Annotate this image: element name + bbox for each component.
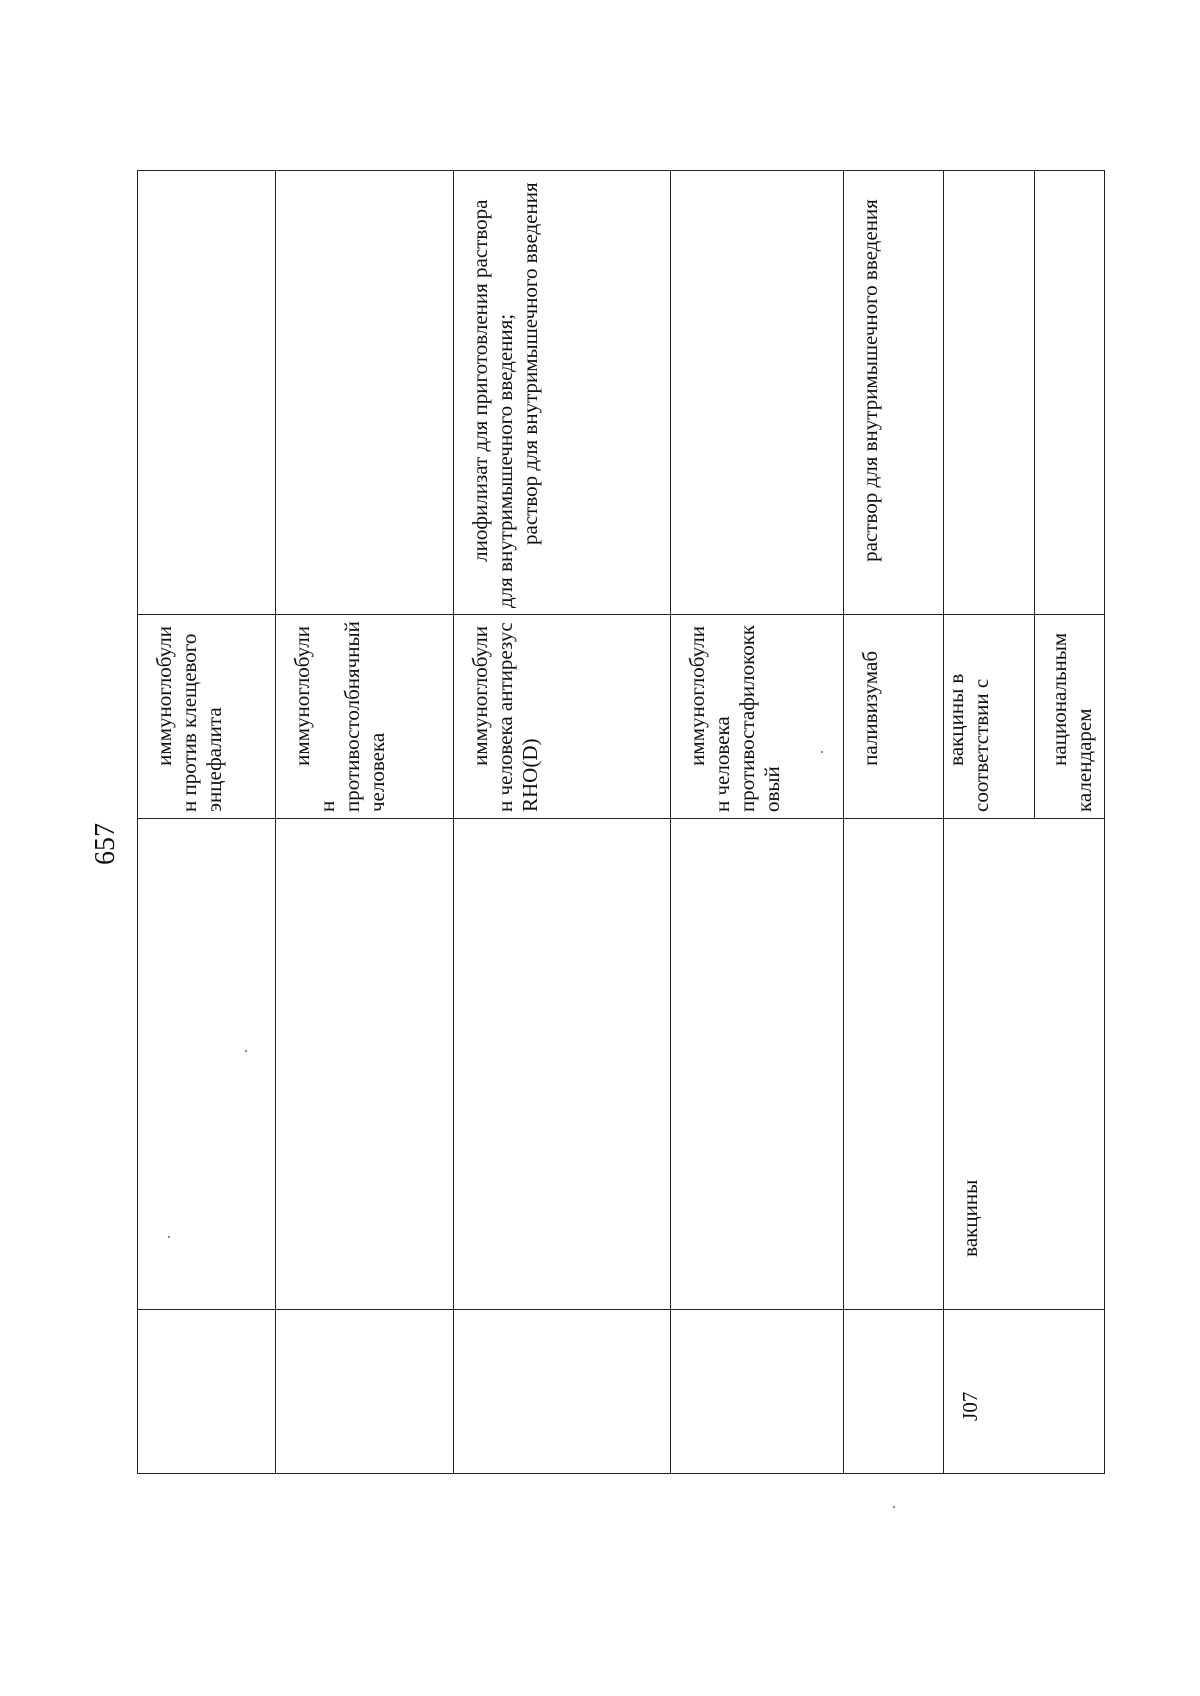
table-row <box>275 171 453 1474</box>
drug-name-cell <box>453 615 670 819</box>
dosage-form-line: раствор для внутримышечного введения <box>857 199 882 562</box>
drug-name-cell <box>275 615 453 819</box>
drug-name: иммуноглобулин противостолбнячный человека <box>289 621 390 812</box>
table-row <box>943 171 1104 1474</box>
dosage-form-cell <box>275 171 453 615</box>
drug-name-cell <box>843 615 943 819</box>
scan-speck <box>245 1050 247 1052</box>
table-row <box>670 171 843 1474</box>
dosage-form-line: раствор для внутримышечного введения <box>518 182 543 545</box>
drug-name-cell <box>138 615 276 819</box>
group-cell <box>138 819 276 1310</box>
page-number: 657 <box>90 823 121 865</box>
drug-name: паливизумаб <box>857 650 882 766</box>
vaccine-subtable <box>944 615 1104 818</box>
scan-speck <box>168 1236 170 1238</box>
vaccine-name-bottom <box>1034 615 1104 818</box>
drug-name-cell <box>670 615 843 819</box>
atc-code: J07 <box>957 1391 982 1421</box>
vaccine-form-top <box>944 171 1035 614</box>
dosage-form-cell <box>138 171 276 615</box>
dosage-form-cell <box>843 171 943 615</box>
dosage-form-line: лиофилизат для приготовления раствора для внутримышечного введения; <box>467 199 518 608</box>
group-name: вакцины <box>957 1179 982 1257</box>
medication-table <box>137 170 1105 1474</box>
table-row <box>138 171 276 1474</box>
vaccine-name-top <box>944 615 1035 818</box>
dosage-form-cell <box>670 171 843 615</box>
dosage-form-cell <box>453 171 670 615</box>
group-cell <box>453 819 670 1310</box>
group-cell <box>670 819 843 1310</box>
atc-code-cell <box>138 1310 276 1474</box>
vaccine-form-subtable <box>944 171 1104 614</box>
table-row <box>843 171 943 1474</box>
atc-code-cell <box>453 1310 670 1474</box>
drug-name: иммуноглобулин против клещевого энцефалита <box>152 626 227 812</box>
atc-code-cell <box>670 1310 843 1474</box>
atc-code-cell <box>943 1310 1104 1474</box>
scan-speck <box>893 1506 895 1508</box>
table-row <box>453 171 670 1474</box>
scan-speck <box>821 751 823 753</box>
vaccine-name-bottom-text: национальным календарем <box>1046 632 1097 812</box>
group-cell <box>943 819 1104 1310</box>
group-cell <box>843 819 943 1310</box>
vaccine-form-bottom <box>1034 171 1104 614</box>
drug-name: иммуноглобулин человека антирезус RHO(D) <box>467 622 543 812</box>
drug-name: иммуноглобулин человека противостафилококковый <box>684 624 785 812</box>
vaccine-name-top-text: вакцины в соответствии с <box>943 673 994 812</box>
drug-name-cell <box>943 615 1104 819</box>
group-cell <box>275 819 453 1310</box>
atc-code-cell <box>843 1310 943 1474</box>
atc-code-cell <box>275 1310 453 1474</box>
dosage-form-cell <box>943 171 1104 615</box>
